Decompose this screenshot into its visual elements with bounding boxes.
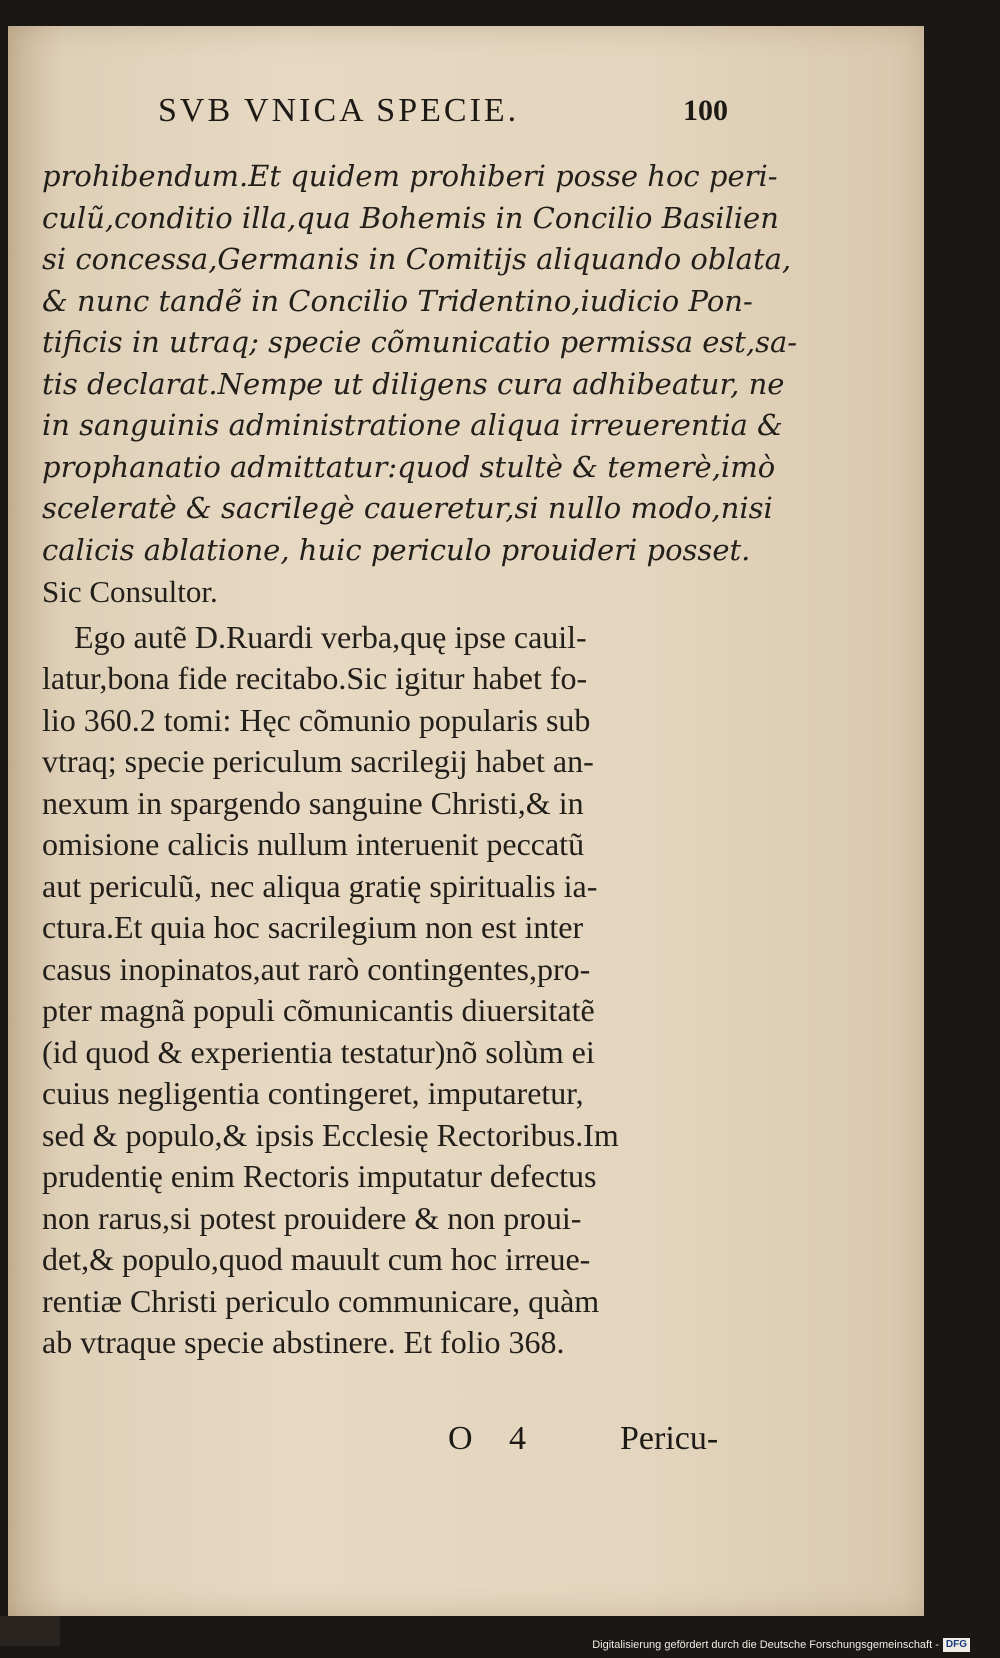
text-line: in sanguinis administratione aliqua irreuerentia & <box>42 408 783 442</box>
text-line: si concessa,Germanis in Comitijs aliquando oblata, <box>42 242 792 276</box>
page-header <box>158 92 728 142</box>
text-line: vtraq; specie periculum sacrilegij habet an- <box>42 743 594 779</box>
book-page <box>8 26 924 1616</box>
text-line: Sic Consultor. <box>42 574 218 609</box>
page-number: 100 <box>683 94 728 127</box>
dfg-logo: DFG <box>943 1638 970 1652</box>
text-line: prophanatio admittatur:quod stultè & temerè,imò <box>42 449 776 484</box>
text-line: cuius negligentia contingeret, imputaretur, <box>42 1075 584 1111</box>
text-line: det,& populo,quod mauult cum hoc irreue- <box>42 1241 591 1277</box>
catchword: Pericu- <box>620 1420 719 1457</box>
text-line: tis declarat.Nempe ut diligens cura adhibeatur, ne <box>42 366 785 401</box>
text-line: prudentię enim Rectoris imputatur defectus <box>42 1158 597 1194</box>
catchline <box>8 1420 948 1470</box>
text-line: ab vtraque specie abstinere. Et folio 368. <box>42 1324 565 1360</box>
text-line: sed & populo,& ipsis Ecclesię Rectoribus.Im <box>42 1116 619 1153</box>
digitization-credit <box>592 1634 970 1656</box>
text-line: & nunc tandẽ in Concilio Tridentino,iudicio Pon- <box>42 283 753 318</box>
text-line: pter magnã populi cõmunicantis diuersitatẽ <box>42 992 595 1028</box>
text-line: tificis in utraq; specie cõmunicatio permissa est,sa- <box>42 325 798 359</box>
text-line: nexum in spargendo sanguine Christi,& in <box>42 784 584 821</box>
text-line: omisione calicis nullum interuenit peccatũ <box>42 826 585 862</box>
text-line: ctura.Et quia hoc sacrilegium non est inter <box>42 909 584 945</box>
text-line: prohibendum.Et quidem prohiberi posse hoc peri- <box>42 159 778 193</box>
signature-mark: O 4 <box>448 1420 541 1457</box>
italic-paragraph <box>42 156 798 613</box>
book-edge <box>0 1616 60 1646</box>
roman-paragraph <box>42 617 732 1364</box>
text-line: calicis ablatione, huic periculo prouideri posset. <box>42 532 751 567</box>
text-line: sceleratè & sacrilegè caueretur,si nullo modo,nisi <box>42 491 773 525</box>
text-line: rentiæ Christi periculo communicare, quàm <box>42 1282 600 1319</box>
running-title: SVB VNICA SPECIE. <box>158 92 520 129</box>
text-line: culũ,conditio illa,qua Bohemis in Concilio Basilien <box>42 200 779 235</box>
text-line: latur,bona fide recitabo.Sic igitur habet fo- <box>42 660 588 696</box>
text-line: aut periculũ, nec aliqua gratię spiritualis ia- <box>42 867 598 904</box>
text-line: (id quod & experientia testatur)nõ solùm ei <box>42 1033 595 1070</box>
body-text <box>42 156 798 1364</box>
credit-text: Digitalisierung gefördert durch die Deutsche Forschungsgemeinschaft - <box>592 1639 939 1651</box>
text-line: Ego autẽ D.Ruardi verba,quę ipse cauil- <box>74 618 587 655</box>
text-line: casus inopinatos,aut rarò contingentes,pro- <box>42 950 591 987</box>
text-line: lio 360.2 tomi: Hęc cõmunio popularis sub <box>42 701 591 738</box>
text-line: non rarus,si potest prouidere & non proui- <box>42 1199 582 1236</box>
